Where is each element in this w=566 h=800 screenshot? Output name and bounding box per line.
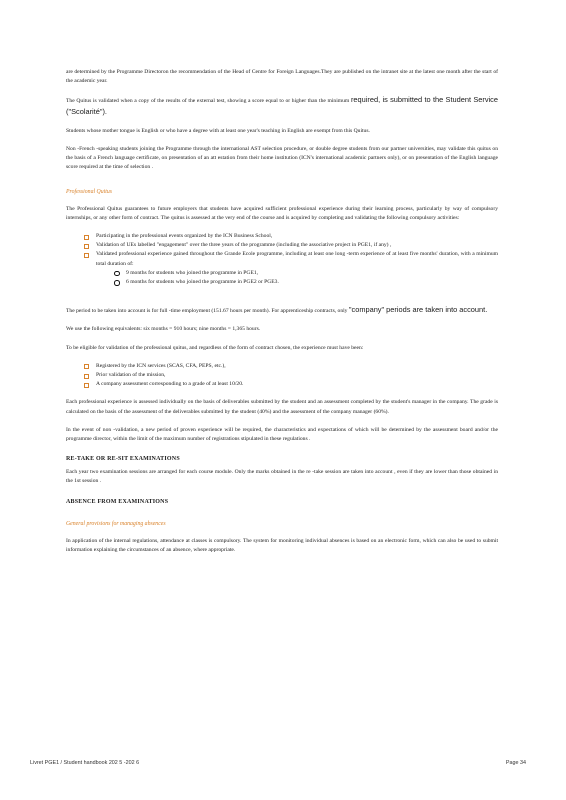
- paragraph-eligibility: To be eligible for validation of the professional quitus, and regardless of the form of contract chosen, the experience must have been:: [66, 344, 364, 351]
- subheading-professional-quitus: Professional Quitus: [66, 188, 113, 195]
- paragraph-retake: Each year two examination sessions are arranged for each course module. Only the marks obtained in the re -take session are taken into account , even if they are lower than those obtained in the 1st session .: [66, 469, 498, 485]
- list-item: [84, 362, 498, 371]
- paragraph-attendance: In application of the internal regulations, attendance at classes is compulsory. The system for monitoring individual absences is based on an electronic form, which can also be used to submit information explaining the circumstances of an absence, where appropriate.: [66, 537, 498, 553]
- paragraph-period: [66, 305, 498, 316]
- list-item-text: Prior validation of the mission,: [96, 372, 166, 379]
- list-item-text: 9 months for students who joined the programme in PGE1,: [126, 269, 259, 276]
- page-content: [66, 68, 498, 564]
- list-item: [84, 371, 498, 380]
- paragraph-quitus-validation: [66, 95, 498, 117]
- paragraph-quitus-validation-line1: The Quitus is validated when a copy of the results of the external test, showing a score equal to or higher than the minimum: [66, 98, 350, 105]
- paragraph-professional-quitus: The Professional Quitus guarantees to future employers that students have acquired sufficient professional experience during their learning process, particularly by way of compulsory internships, or any other form of contract. The quitus is assessed at the very end of the course and is acquired by completing and validating the following compulsory activities:: [66, 205, 498, 221]
- list-item-text: Registered by the ICN services (SCAS, CFA, PEPS, etc.),: [96, 362, 226, 369]
- paragraph-period-line2: "company" periods are taken into account.: [348, 305, 488, 315]
- list-item-text: 6 months for students who joined the programme in PGE2 or PGE3.: [126, 279, 279, 286]
- paragraph-equivalents: We use the following equivalents: six months = 910 hours; nine months = 1,365 hours.: [66, 326, 261, 333]
- list-item: [114, 269, 498, 278]
- paragraph-non-french-speaking: Non -French -speaking students joining the Programme through the international AST selection procedure, or double degree students from our partner universities, may validate this quitus on the basis of a French language certificate, on presentation of an att estation from their home institution (ICN's international academic partners only), or on presentation of the English language score required at the time of selection .: [66, 146, 498, 171]
- heading-retake: RE-TAKE OR RE-SIT EXAMINATIONS: [66, 456, 180, 463]
- paragraph-non-validation: In the event of non -validation, a new period of proven experience will be required, the characteristics and expectations of which will be determined by the assessment board and/or the programme director, within the limit of the maximum number of registrations stipulated in these regulations .: [66, 426, 498, 443]
- list-item: [84, 241, 498, 250]
- list-item-text: Participating in the professional events organized by the ICN Business School,: [96, 233, 273, 240]
- list-item: [114, 278, 498, 287]
- list-item-text: Validated professional experience gained throughout the Grande Ecole programme, including at least one long -term experience of at least five months' duration, with a minimum total duration of:: [96, 251, 498, 267]
- paragraph-quitus-validation-line2: required, is submitted to the Student Service ("Scolarité").: [66, 95, 498, 116]
- list-item-text: A company assessment corresponding to a grade of at least 10/20.: [96, 381, 244, 388]
- list-item: [84, 232, 498, 241]
- footer-handbook-title: Livret PGE1 / Student handbook 202 5 -202 6: [30, 760, 140, 766]
- paragraph-foreign-language-schedule: are determined by the Programme Directoron the recommendation of the Head of Centre for Foreign Languages.They are published on the intranet site at the latest one month after the start of the academic year.: [66, 69, 498, 85]
- eligibility-list: [66, 362, 498, 390]
- page-number: Page 34: [505, 760, 526, 766]
- heading-absence: ABSENCE FROM EXAMINATIONS: [66, 498, 169, 505]
- subheading-general-provisions: General provisions for managing absences: [66, 520, 166, 527]
- list-item-text: Validation of UEs labelled "engagement" over the three years of the programme (including the associative project in PGE1, if any) ,: [96, 242, 392, 249]
- activities-list: [66, 232, 498, 287]
- paragraph-assessment: Each professional experience is assessed individually on the basis of deliverables submitted by the student and an assessment completed by the student's manager in the company. The grade is calculated on the basis of the assessment of the deliverables submitted by the student (40%) and the assessment of the company manager (60%).: [66, 399, 498, 415]
- list-item: [84, 250, 498, 287]
- durations-list: [96, 269, 498, 287]
- paragraph-period-line1: The period to be taken into account is for full -time employment (151.67 hours per month). For apprenticeship contracts, only: [66, 308, 348, 315]
- list-item: [84, 380, 498, 389]
- paragraph-exemption: Students whose mother tongue is English or who have a degree with at least one year's teaching in English are exempt from this Quitus.: [66, 127, 370, 134]
